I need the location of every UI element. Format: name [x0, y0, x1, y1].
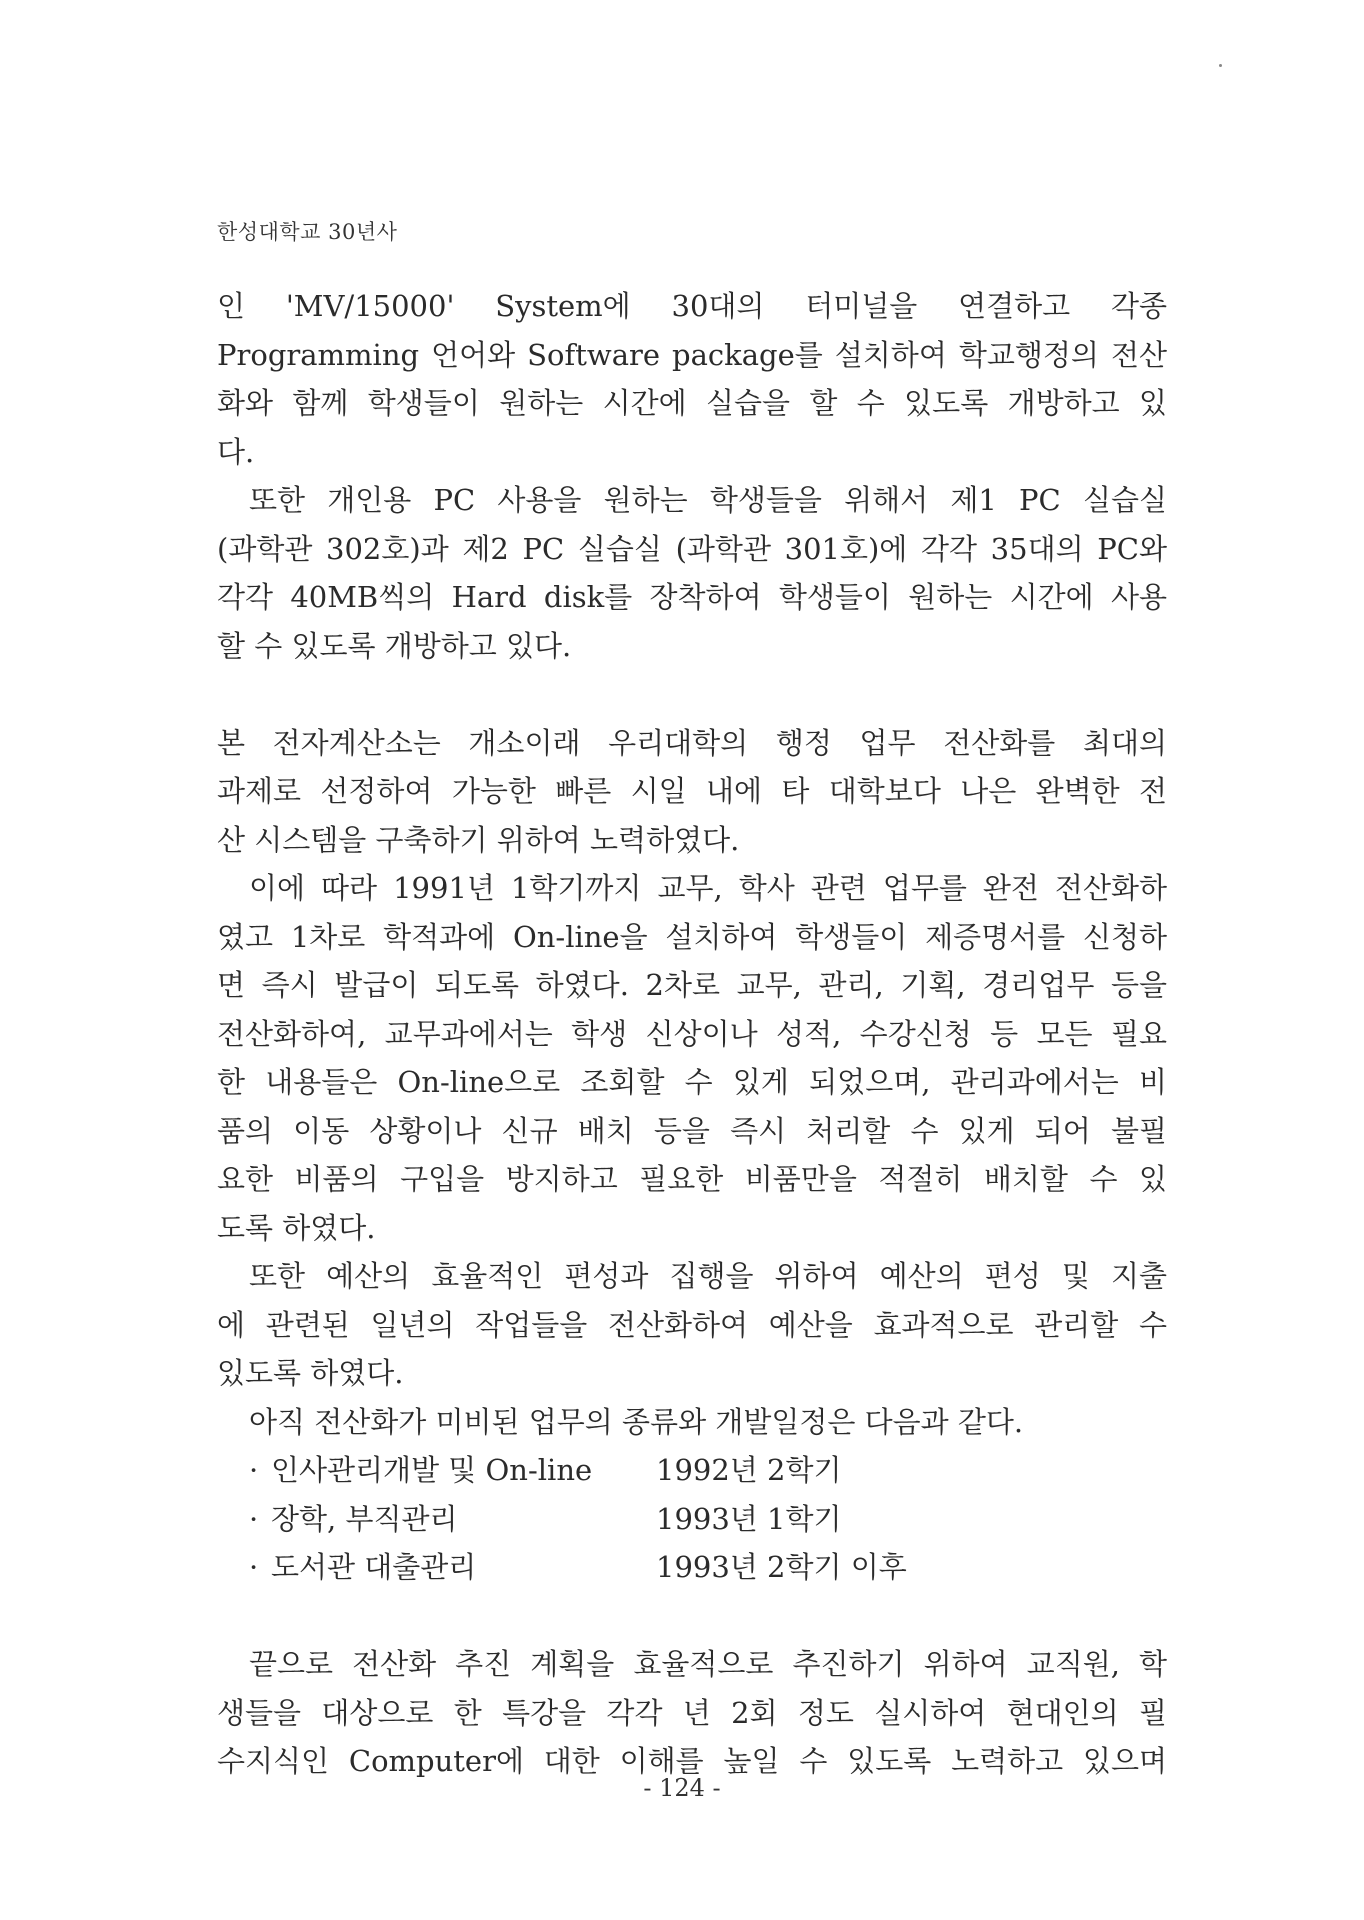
- list-item: [217, 1495, 1167, 1544]
- text-line: 화와 함께 학생들이 원하는 시간에 실습을 할 수 있도록 개방하고 있: [217, 386, 1167, 420]
- task-name: 장학, 부직관리: [271, 1501, 458, 1536]
- text-line: 수지식인 Computer에 대한 이해를 높일 수 있도록 노력하고 있으며: [217, 1744, 1167, 1778]
- text-line: 본 전자계산소는 개소이래 우리대학의 행정 업무 전산화를 최대의: [217, 725, 1167, 760]
- text-line: 전산화하여, 교무과에서는 학생 신상이나 성적, 수강신청 등 모든 필요: [217, 1016, 1167, 1051]
- text-line: 또한 예산의 효율적인 편성과 집행을 위하여 예산의 편성 및 지출: [249, 1259, 1167, 1293]
- text-line: 산 시스템을 구축하기 위하여 노력하였다.: [217, 822, 740, 857]
- list-item: [217, 1543, 1167, 1592]
- text-line: 한 내용들은 On-line으로 조회할 수 있게 되었으며, 관리과에서는 비: [217, 1065, 1167, 1099]
- text-line: 생들을 대상으로 한 특강을 각각 년 2회 정도 실시하여 현대인의 필: [217, 1695, 1167, 1730]
- text-line: 요한 비품의 구입을 방지하고 필요한 비품만을 적절히 배치할 수 있: [217, 1162, 1167, 1196]
- paragraph-2: [217, 476, 1167, 670]
- paragraph-5: [217, 1252, 1167, 1398]
- task-name: 인사관리개발 및 On-line: [271, 1453, 593, 1487]
- text-line: Programming 언어와 Software package를 설치하여 학교행정의 전산: [217, 337, 1167, 372]
- list-item: [217, 1446, 1167, 1495]
- text-line: 도록 하였다.: [217, 1210, 376, 1245]
- paragraph-6: [217, 1398, 1167, 1447]
- text-line: 면 즉시 발급이 되도록 하였다. 2차로 교무, 관리, 기획, 경리업무 등을: [217, 968, 1167, 1002]
- task-schedule: 1993년 1학기: [656, 1501, 842, 1536]
- paragraph-1: [217, 282, 1167, 476]
- body-text: [217, 282, 1167, 1786]
- text-line: 품의 이동 상황이나 신규 배치 등을 즉시 처리할 수 있게 되어 불필: [217, 1113, 1167, 1148]
- text-line: 에 관련된 일년의 작업들을 전산화하여 예산을 효과적으로 관리할 수: [217, 1307, 1167, 1342]
- page-number: - 124 -: [643, 1774, 721, 1802]
- bullet: ·: [249, 1501, 259, 1536]
- text-line: 였고 1차로 학적과에 On-line을 설치하여 학생들이 제증명서를 신청하: [217, 919, 1167, 954]
- paragraph-spacer: [217, 1592, 1167, 1641]
- text-line: 있도록 하였다.: [217, 1356, 404, 1390]
- running-header: 한성대학교 30년사: [217, 220, 398, 244]
- text-line: 인 'MV/15000' System에 30대의 터미널을 연결하고 각종: [217, 289, 1167, 323]
- text-line: 각각 40MB씩의 Hard disk를 장착하여 학생들이 원하는 시간에 사용: [217, 580, 1167, 614]
- bullet: ·: [249, 1453, 259, 1487]
- task-schedule: 1993년 2학기 이후: [656, 1550, 907, 1584]
- paragraph-4: [217, 864, 1167, 1252]
- schedule-list: [217, 1446, 1167, 1592]
- text-line: (과학관 302호)과 제2 PC 실습실 (과학관 301호)에 각각 35대의 PC와: [217, 531, 1167, 566]
- text-line: 이에 따라 1991년 1학기까지 교무, 학사 관련 업무를 완전 전산화하: [249, 871, 1167, 905]
- task-schedule: 1992년 2학기: [656, 1453, 842, 1487]
- text-line: 또한 개인용 PC 사용을 원하는 학생들을 위해서 제1 PC 실습실: [249, 483, 1167, 517]
- text-line: 끝으로 전산화 추진 계획을 효율적으로 추진하기 위하여 교직원, 학: [249, 1647, 1167, 1681]
- text-line: 다.: [217, 434, 255, 469]
- paragraph-7: [217, 1640, 1167, 1786]
- scan-mark: [1219, 64, 1222, 67]
- paragraph-3: [217, 719, 1167, 865]
- text-line: 아직 전산화가 미비된 업무의 종류와 개발일정은 다음과 같다.: [249, 1404, 1024, 1439]
- task-name: 도서관 대출관리: [271, 1550, 477, 1584]
- text-line: 할 수 있도록 개방하고 있다.: [217, 628, 572, 663]
- text-line: 과제로 선정하여 가능한 빠른 시일 내에 타 대학보다 나은 완벽한 전: [217, 774, 1167, 808]
- bullet: ·: [249, 1550, 259, 1584]
- paragraph-spacer: [217, 670, 1167, 719]
